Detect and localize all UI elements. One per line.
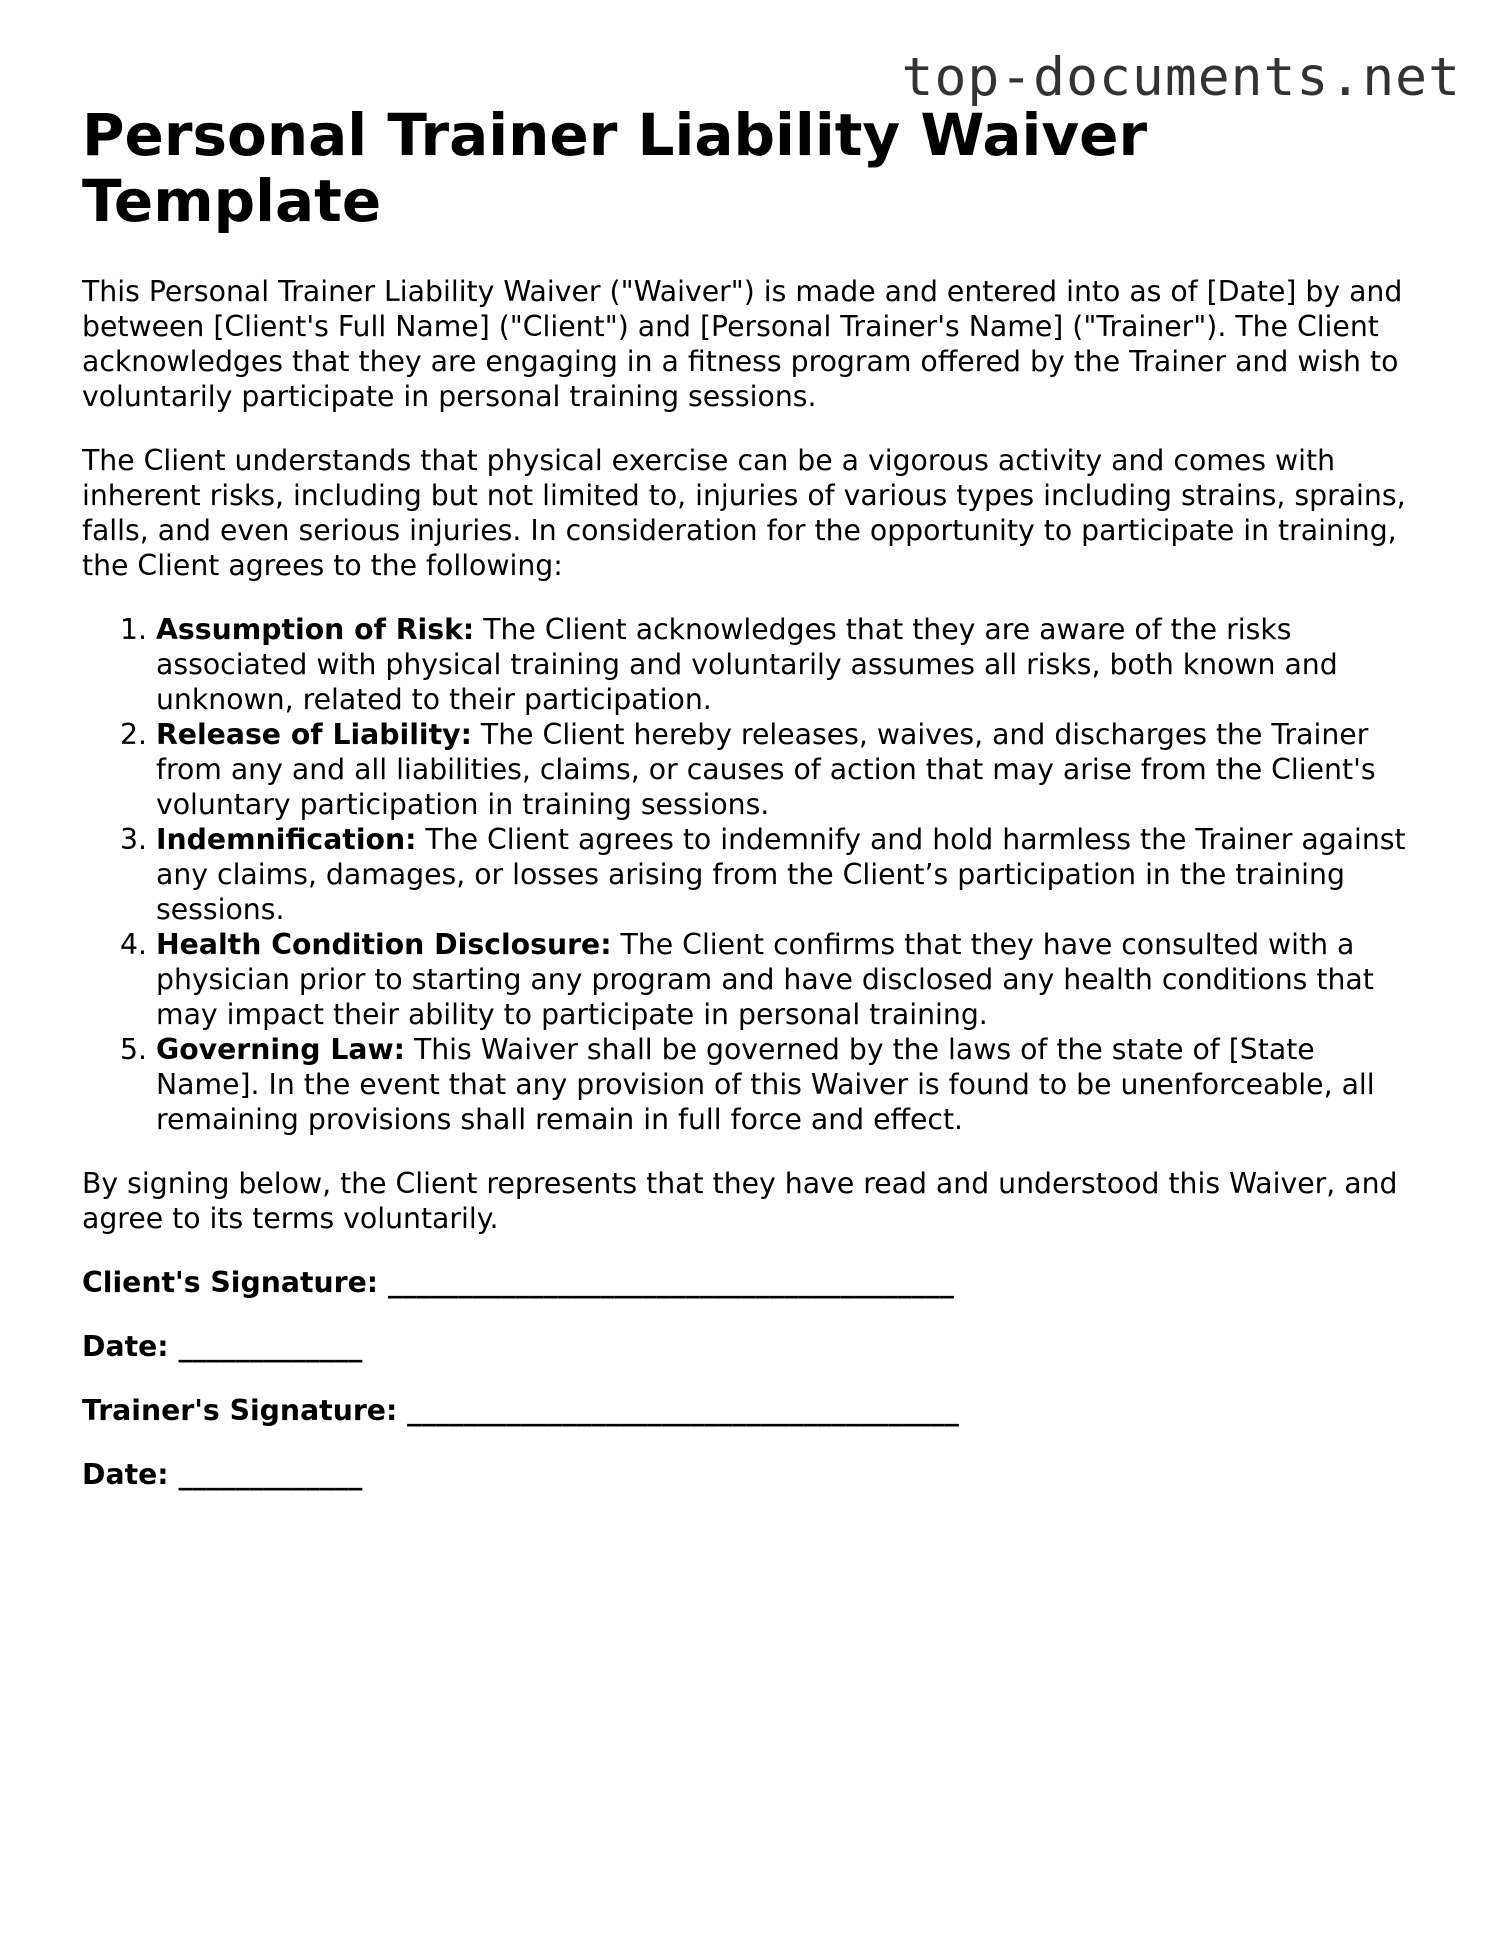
page-title: Personal Trainer Liability Waiver Template [82,101,1148,235]
client-signature-line: Client's Signature: ________________________________________ [82,1266,954,1299]
closing-paragraph: By signing below, the Client represents that they have read and understood this Waiver, and agree to its terms voluntarily. [82,1167,1398,1235]
watermark: top-documents.net [901,47,1461,108]
list-item [156,927,1422,1032]
term-heading: Governing Law: [156,1033,405,1066]
term-heading: Indemnification: [156,823,417,856]
term-heading: Health Condition Disclosure: [156,928,612,961]
risk-paragraph: The Client understands that physical exercise can be a vigorous activity and comes with inherent risks, including but not limited to, injuries of various types including strains, sprains, falls, and even serious injuries. In consideration for the opportunity to participate in training, the Client agrees to the following: [82,444,1406,582]
term-heading: Assumption of Risk: [156,613,475,646]
list-item [156,717,1422,822]
trainer-signature-line: Trainer's Signature: _______________________________________ [82,1394,959,1427]
document-page [82,102,1422,1521]
term-text: The Client agrees to indemnify and hold harmless the Trainer against any claims, damages, or losses arising from the Client’s participation in the training sessions. [156,823,1406,926]
term-text: The Client hereby releases, waives, and discharges the Trainer from any and all liabilities, claims, or causes of action that may arise from the Client's voluntary participation in training sessions. [156,718,1376,821]
list-item [156,822,1422,927]
term-heading: Release of Liability: [156,718,472,751]
list-item [156,1032,1422,1137]
trainer-date-line: Date: _____________ [82,1458,363,1491]
term-text: This Waiver shall be governed by the laws of the state of [State Name]. In the event that any provision of this Waiver is found to be unenforceable, all remaining provisions shall remain in full force and effect. [156,1033,1375,1136]
terms-list [82,612,1422,1137]
client-date-line: Date: _____________ [82,1330,363,1363]
list-item [156,612,1422,717]
term-text: The Client acknowledges that they are aware of the risks associated with physical training and voluntarily assumes all risks, both known and unknown, related to their participation. [156,613,1338,716]
term-text: The Client confirms that they have consulted with a physician prior to starting any program and have disclosed any health conditions that may impact their ability to participate in personal training. [156,928,1374,1031]
intro-paragraph: This Personal Trainer Liability Waiver ("Waiver") is made and entered into as of [Date] by and between [Client's Full Name] ("Client") and [Personal Trainer's Name] ("Trainer"). The Client acknowledges that they are engaging in a fitness program offered by the Trainer and wish to voluntarily participate in personal training sessions. [82,275,1403,413]
